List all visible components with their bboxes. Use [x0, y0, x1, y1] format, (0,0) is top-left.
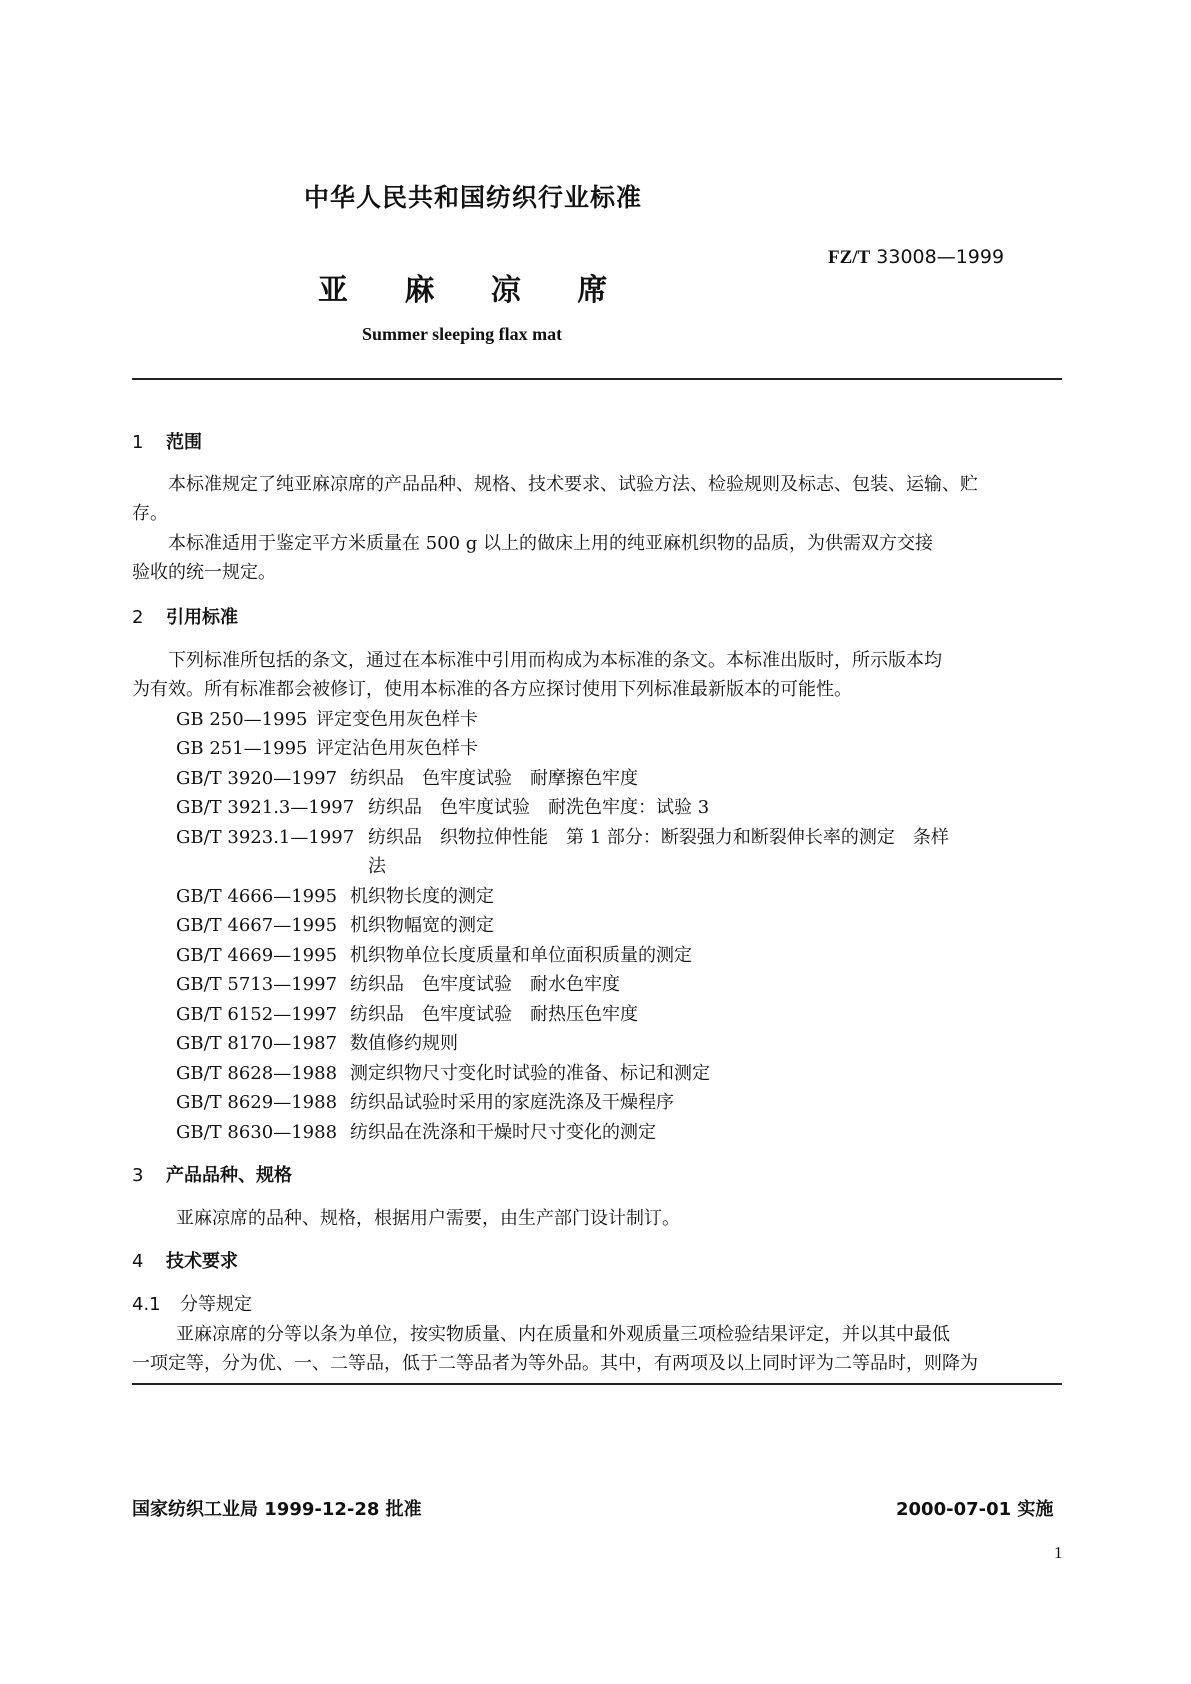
reference-code: GB/T 8629—1988 — [176, 1092, 338, 1113]
reference-item — [176, 1118, 656, 1144]
reference-item — [176, 734, 478, 760]
section-2-intro-line-1: 下列标准所包括的条文，通过在本标准中引用而构成为本标准的条文。本标准出版时，所示版本均 — [168, 650, 942, 671]
page-number: 1 — [1054, 1543, 1063, 1562]
reference-title: 评定变色用灰色样卡 — [316, 709, 478, 730]
subsection-4-1-title: 分等规定 — [180, 1294, 252, 1315]
reference-code: GB/T 6152—1997 — [176, 1004, 338, 1025]
standard-code — [828, 246, 1004, 269]
reference-code: GB/T 8628—1988 — [176, 1063, 338, 1084]
reference-item — [176, 970, 620, 996]
reference-title: 纺织品 色牢度试验 耐摩擦色牢度 — [350, 768, 638, 789]
subsection-4-1-heading — [132, 1290, 252, 1316]
reference-title: 纺织品 色牢度试验 耐洗色牢度：试验 3 — [368, 797, 710, 818]
approval-statement: 国家纺织工业局 1999-12-28 批准 — [132, 1499, 422, 1520]
reference-code: GB/T 4667—1995 — [176, 915, 338, 936]
section-1-number: 1 — [132, 432, 144, 453]
subsection-4-1-number: 4.1 — [132, 1294, 161, 1315]
reference-title: 纺织品 色牢度试验 耐水色牢度 — [350, 974, 620, 995]
reference-item — [176, 1059, 710, 1085]
section-3-paragraph: 亚麻凉席的品种、规格，根据用户需要，由生产部门设计制订。 — [176, 1208, 680, 1229]
section-4-paragraph-line-2: 一项定等，分为优、一、二等品，低于二等品者为等外品。其中，有两项及以上同时评为二等品时，则降为 — [132, 1353, 978, 1374]
standard-code-prefix: FZ/T — [828, 247, 871, 268]
document-title: 亚 麻 凉 席 — [318, 273, 608, 308]
reference-item — [176, 1000, 638, 1026]
implementation-date: 2000-07-01 实施 — [896, 1499, 1054, 1520]
standard-category-title: 中华人民共和国纺织行业标准 — [304, 183, 643, 212]
footer-divider — [132, 1383, 1062, 1385]
section-4-title: 技术要求 — [166, 1251, 238, 1272]
reference-item — [176, 1088, 674, 1114]
section-4-paragraph-line-1: 亚麻凉席的分等以条为单位，按实物质量、内在质量和外观质量三项检验结果评定，并以其中最低 — [176, 1324, 950, 1345]
section-1-paragraph-1-line-2: 存。 — [132, 503, 168, 524]
reference-title: 纺织品在洗涤和干燥时尺寸变化的测定 — [350, 1122, 656, 1143]
reference-title: 机织物幅宽的测定 — [350, 915, 494, 936]
reference-title: 机织物长度的测定 — [350, 886, 494, 907]
reference-code: GB/T 4669—1995 — [176, 945, 338, 966]
reference-item — [176, 764, 638, 790]
section-2-heading — [132, 603, 238, 629]
section-2-number: 2 — [132, 607, 144, 628]
reference-title: 评定沾色用灰色样卡 — [316, 738, 478, 759]
section-4-number: 4 — [132, 1251, 144, 1272]
reference-code: GB/T 3920—1997 — [176, 768, 338, 789]
section-2-title: 引用标准 — [166, 607, 238, 628]
reference-code: GB/T 3921.3—1997 — [176, 797, 355, 818]
reference-code: GB 250—1995 — [176, 709, 308, 730]
section-3-number: 3 — [132, 1165, 144, 1186]
reference-title: 机织物单位长度质量和单位面积质量的测定 — [350, 945, 692, 966]
reference-item — [176, 882, 494, 908]
reference-title: 纺织品 色牢度试验 耐热压色牢度 — [350, 1004, 638, 1025]
reference-item — [176, 911, 494, 937]
header-divider — [132, 378, 1062, 380]
reference-item — [176, 823, 949, 849]
reference-title-continuation: 法 — [368, 856, 386, 877]
reference-code: GB/T 4666—1995 — [176, 886, 338, 907]
section-4-heading — [132, 1247, 238, 1273]
document-subtitle: Summer sleeping flax mat — [362, 324, 563, 344]
reference-title: 纺织品 织物拉伸性能 第 1 部分：断裂强力和断裂伸长率的测定 条样 — [368, 827, 949, 848]
section-1-paragraph-2-line-2: 验收的统一规定。 — [132, 562, 276, 583]
reference-code: GB/T 3923.1—1997 — [176, 827, 355, 848]
reference-code: GB/T 5713—1997 — [176, 974, 338, 995]
reference-item — [176, 793, 709, 819]
reference-item — [176, 941, 692, 967]
reference-code: GB 251—1995 — [176, 738, 308, 759]
reference-item — [176, 1029, 458, 1055]
reference-code: GB/T 8630—1988 — [176, 1122, 338, 1143]
reference-title: 测定织物尺寸变化时试验的准备、标记和测定 — [350, 1063, 710, 1084]
section-1-paragraph-2-line-1: 本标准适用于鉴定平方米质量在 500 g 以上的做床上用的纯亚麻机织物的品质，为供需双方交接 — [168, 533, 934, 554]
reference-item — [176, 705, 478, 731]
section-1-paragraph-1-line-1: 本标准规定了纯亚麻凉席的产品品种、规格、技术要求、试验方法、检验规则及标志、包装、运输、贮 — [168, 474, 978, 495]
standard-code-number: 33008—1999 — [876, 246, 1005, 268]
section-1-title: 范围 — [166, 432, 202, 453]
section-2-intro-line-2: 为有效。所有标准都会被修订，使用本标准的各方应探讨使用下列标准最新版本的可能性。 — [132, 679, 852, 700]
reference-title: 纺织品试验时采用的家庭洗涤及干燥程序 — [350, 1092, 674, 1113]
reference-code: GB/T 8170—1987 — [176, 1033, 338, 1054]
section-1-heading — [132, 428, 202, 454]
reference-title: 数值修约规则 — [350, 1033, 458, 1054]
section-3-title: 产品品种、规格 — [166, 1165, 292, 1186]
section-3-heading — [132, 1161, 292, 1187]
